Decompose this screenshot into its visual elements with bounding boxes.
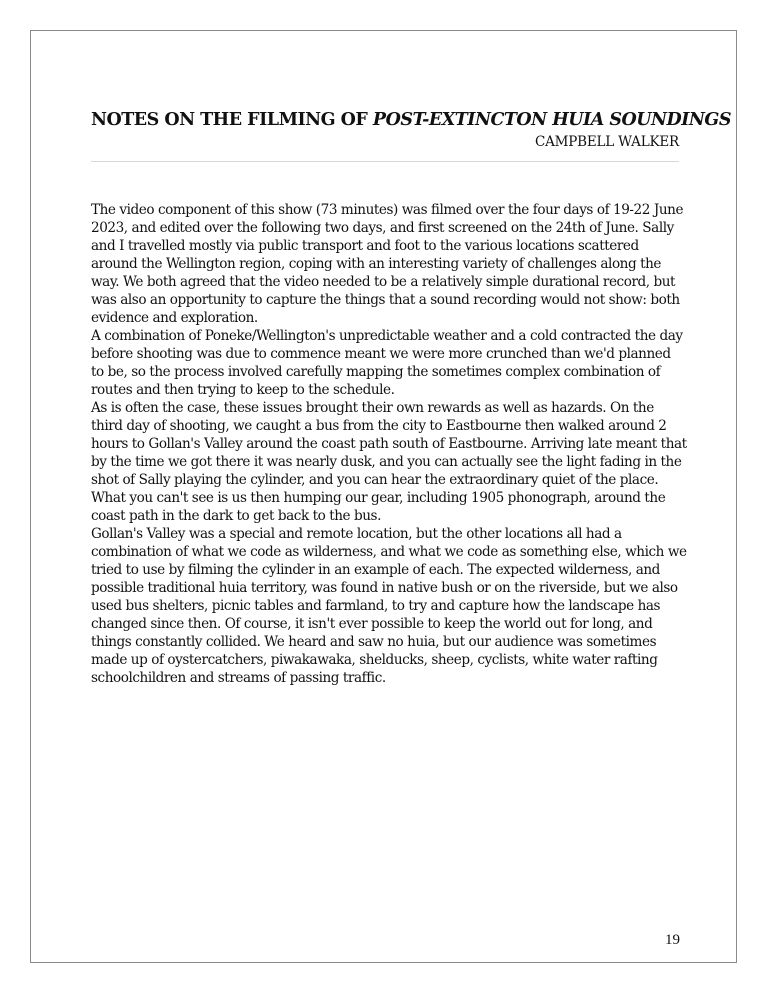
page-number: 19 (665, 932, 680, 948)
title-prefix: NOTES ON THE FILMING OF (91, 110, 373, 130)
article-header (91, 108, 731, 151)
article-body (91, 201, 687, 687)
paragraph-3: As is often the case, these issues brought their own rewards as well as hazards. On the third day of shooting, we caught a bus from the city to Eastbourne then walked around 2 hours to Gollan's Valley around the coast path south of Eastbourne. Arriving late meant that by the time we got there it was nearly dusk, and you can actually see the light fading in the shot of Sally playing the cylinder, and you can hear the extraordinary quiet of the place. What you can't see is us then humping our gear, including 1905 phonograph, around the coast path in the dark to get back to the bus. (91, 400, 687, 524)
article-author: CAMPBELL WALKER (534, 134, 679, 150)
paragraph-2: A combination of Poneke/Wellington's unpredictable weather and a cold contracted the day before shooting was due to commence meant we were more crunched than we'd planned to be, so the process involved carefully mapping the sometimes complex combination of routes and then trying to keep to the schedule. (91, 328, 683, 398)
title-italic: POST-EXTINCTON HUIA SOUNDINGS (372, 110, 731, 130)
header-divider (91, 161, 679, 162)
paragraph-4: Gollan's Valley was a special and remote location, but the other locations all had a combination of what we code as wilderness, and what we code as something else, which we tried to use by filming the cylinder in an example of each. The expected wilderness, and possible traditional huia territory, was found in native bush or on the riverside, but we also used bus shelters, picnic tables and farmland, to try and capture how the landscape has changed since then. Of course, it isn't ever possible to keep the world out for long, and things constantly collided. We heard and saw no huia, but our audience was sometimes made up of oystercatchers, piwakawaka, shelducks, sheep, cyclists, white water rafting schoolchildren and streams of passing traffic. (91, 526, 687, 686)
article-title (91, 108, 731, 132)
paragraph-1: The video component of this show (73 minutes) was filmed over the four days of 19-22 June 2023, and edited over the following two days, and first screened on the 24th of June. Sally and I travelled mostly via public transport and foot to the various locations scattered around the Wellington region, coping with an interesting variety of challenges along the way. We both agreed that the video needed to be a relatively simple durational record, but was also an opportunity to capture the things that a sound recording would not show: both evidence and exploration. (91, 202, 684, 326)
